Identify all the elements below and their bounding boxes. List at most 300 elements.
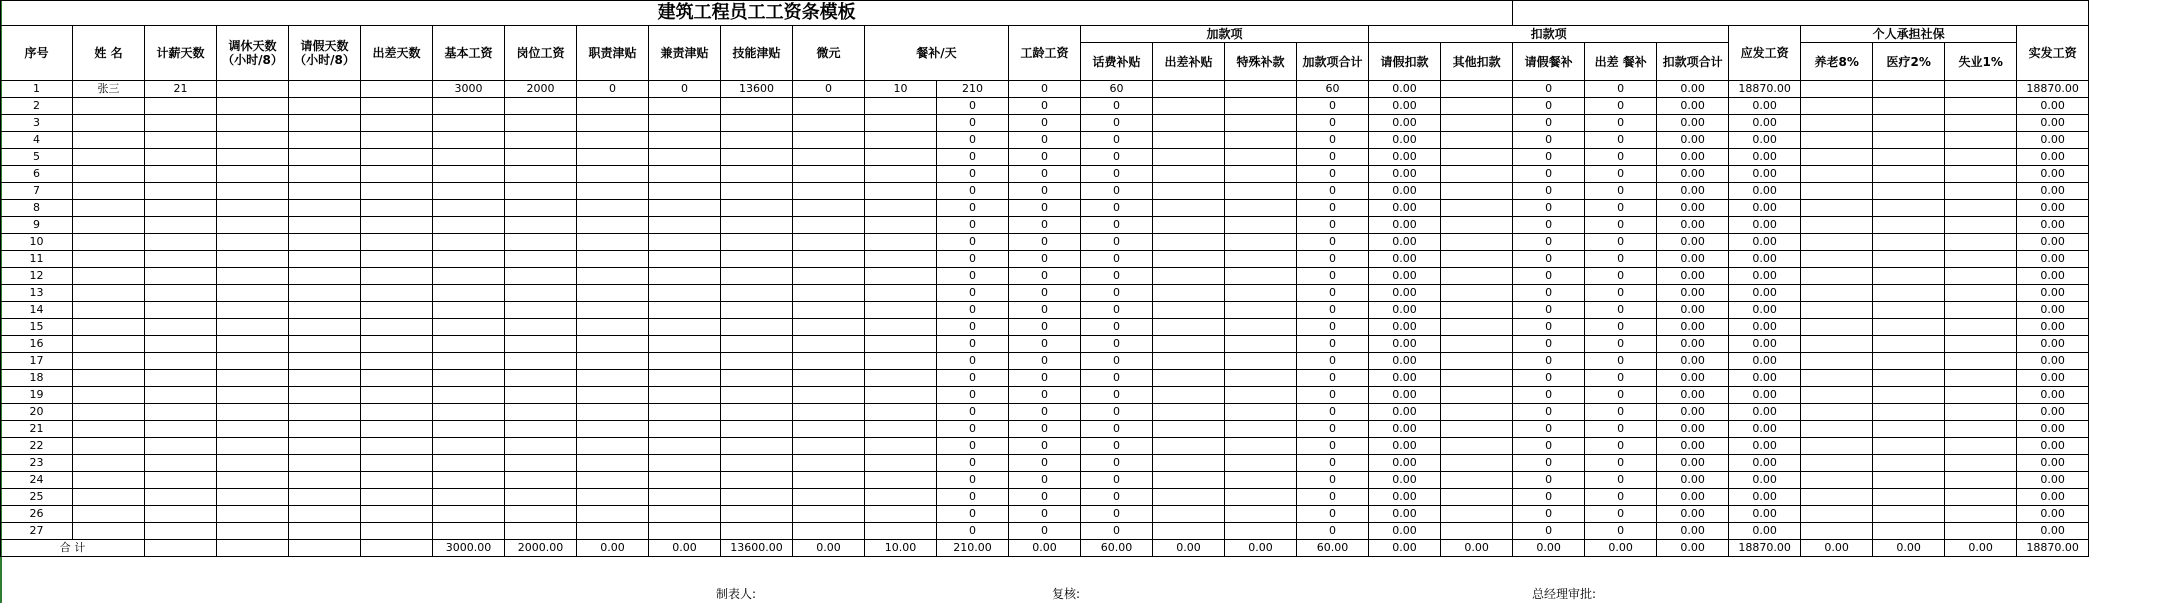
cell-name[interactable] bbox=[73, 489, 145, 506]
cell-yiliao[interactable] bbox=[1873, 234, 1945, 251]
cell-jianze[interactable] bbox=[649, 523, 721, 540]
cell-name[interactable] bbox=[73, 234, 145, 251]
cell-jixin[interactable] bbox=[145, 200, 217, 217]
cell-qingjia-cb[interactable]: 0 bbox=[1513, 472, 1585, 489]
cell-chuchai-bt[interactable] bbox=[1153, 268, 1225, 285]
cell-jixin[interactable] bbox=[145, 115, 217, 132]
cell-name[interactable] bbox=[73, 438, 145, 455]
cell-koukuan-total[interactable]: 0.00 bbox=[1657, 336, 1729, 353]
cell-name[interactable] bbox=[73, 319, 145, 336]
cell-jianze[interactable] bbox=[649, 115, 721, 132]
cell-gongling[interactable]: 0 bbox=[1009, 370, 1081, 387]
cell-yingfa[interactable]: 0.00 bbox=[1729, 438, 1801, 455]
cell-shifa[interactable]: 0.00 bbox=[2017, 234, 2089, 251]
cell-shifa[interactable]: 0.00 bbox=[2017, 285, 2089, 302]
cell-shifa[interactable]: 0.00 bbox=[2017, 217, 2089, 234]
cell-gongling[interactable]: 0 bbox=[1009, 523, 1081, 540]
cell-qita-kk[interactable] bbox=[1441, 438, 1513, 455]
cell-huafei[interactable]: 0 bbox=[1081, 166, 1153, 183]
cell-chuchai-bt[interactable] bbox=[1153, 149, 1225, 166]
cell-tiaoxiu[interactable] bbox=[217, 183, 289, 200]
cell-shifa[interactable]: 0.00 bbox=[2017, 183, 2089, 200]
cell-gangwei[interactable] bbox=[505, 523, 577, 540]
cell-jineng[interactable] bbox=[721, 251, 793, 268]
cell-yiliao[interactable] bbox=[1873, 387, 1945, 404]
cell-yingfa[interactable]: 0.00 bbox=[1729, 268, 1801, 285]
cell-qingjia-cb[interactable]: 0 bbox=[1513, 200, 1585, 217]
cell-huafei[interactable]: 0 bbox=[1081, 285, 1153, 302]
cell-shiye[interactable] bbox=[1945, 353, 2017, 370]
cell-zhize[interactable] bbox=[577, 336, 649, 353]
cell-jianze[interactable] bbox=[649, 336, 721, 353]
cell-yingfa[interactable]: 0.00 bbox=[1729, 217, 1801, 234]
cell-gangwei[interactable] bbox=[505, 336, 577, 353]
cell-weiyuan[interactable] bbox=[793, 455, 865, 472]
cell-jiben[interactable] bbox=[433, 132, 505, 149]
cell-chuchai-bt[interactable] bbox=[1153, 166, 1225, 183]
cell-huafei[interactable]: 0 bbox=[1081, 489, 1153, 506]
cell-name[interactable] bbox=[73, 149, 145, 166]
cell-chuchai-bt[interactable] bbox=[1153, 421, 1225, 438]
cell-canbu-a[interactable] bbox=[865, 523, 937, 540]
cell-weiyuan[interactable]: 0 bbox=[793, 81, 865, 98]
cell-gongling[interactable]: 0 bbox=[1009, 217, 1081, 234]
cell-teshu[interactable] bbox=[1225, 506, 1297, 523]
cell-qingjia[interactable] bbox=[289, 285, 361, 302]
cell-yingfa[interactable]: 0.00 bbox=[1729, 285, 1801, 302]
cell-gongling[interactable]: 0 bbox=[1009, 268, 1081, 285]
cell-chuchai-cb[interactable]: 0 bbox=[1585, 506, 1657, 523]
cell-weiyuan[interactable] bbox=[793, 115, 865, 132]
cell-weiyuan[interactable] bbox=[793, 285, 865, 302]
cell-canbu-b[interactable]: 0 bbox=[937, 183, 1009, 200]
cell-yanglao[interactable] bbox=[1801, 115, 1873, 132]
cell-qita-kk[interactable] bbox=[1441, 455, 1513, 472]
cell-jixin[interactable] bbox=[145, 268, 217, 285]
cell-jineng[interactable] bbox=[721, 115, 793, 132]
cell-koukuan-total[interactable]: 0.00 bbox=[1657, 251, 1729, 268]
cell-qingjia-kk[interactable]: 0.00 bbox=[1369, 472, 1441, 489]
cell-shiye[interactable] bbox=[1945, 217, 2017, 234]
cell-koukuan-total[interactable]: 0.00 bbox=[1657, 387, 1729, 404]
cell-koukuan-total[interactable]: 0.00 bbox=[1657, 319, 1729, 336]
cell-name[interactable] bbox=[73, 183, 145, 200]
cell-name[interactable] bbox=[73, 251, 145, 268]
cell-jiben[interactable] bbox=[433, 455, 505, 472]
cell-seq[interactable]: 14 bbox=[1, 302, 73, 319]
cell-qita-kk[interactable] bbox=[1441, 200, 1513, 217]
cell-chuchai-bt[interactable] bbox=[1153, 183, 1225, 200]
cell-teshu[interactable] bbox=[1225, 81, 1297, 98]
cell-qingjia[interactable] bbox=[289, 149, 361, 166]
cell-chuchai-cb[interactable]: 0 bbox=[1585, 370, 1657, 387]
cell-qingjia-kk[interactable]: 0.00 bbox=[1369, 353, 1441, 370]
cell-qingjia-cb[interactable]: 0 bbox=[1513, 81, 1585, 98]
cell-huafei[interactable]: 0 bbox=[1081, 472, 1153, 489]
cell-qita-kk[interactable] bbox=[1441, 387, 1513, 404]
cell-gangwei[interactable] bbox=[505, 234, 577, 251]
cell-canbu-a[interactable] bbox=[865, 506, 937, 523]
cell-jiakuan-total[interactable]: 0 bbox=[1297, 251, 1369, 268]
cell-yanglao[interactable] bbox=[1801, 200, 1873, 217]
cell-qingjia[interactable] bbox=[289, 183, 361, 200]
cell-yanglao[interactable] bbox=[1801, 387, 1873, 404]
cell-shiye[interactable] bbox=[1945, 489, 2017, 506]
cell-jianze[interactable] bbox=[649, 149, 721, 166]
cell-jiben[interactable] bbox=[433, 268, 505, 285]
cell-huafei[interactable]: 0 bbox=[1081, 404, 1153, 421]
cell-tiaoxiu[interactable] bbox=[217, 234, 289, 251]
cell-teshu[interactable] bbox=[1225, 285, 1297, 302]
cell-qingjia[interactable] bbox=[289, 132, 361, 149]
cell-zhize[interactable] bbox=[577, 285, 649, 302]
cell-gongling[interactable]: 0 bbox=[1009, 183, 1081, 200]
cell-gongling[interactable]: 0 bbox=[1009, 387, 1081, 404]
cell-jixin[interactable] bbox=[145, 98, 217, 115]
cell-jiben[interactable] bbox=[433, 353, 505, 370]
cell-jixin[interactable] bbox=[145, 251, 217, 268]
cell-jineng[interactable] bbox=[721, 319, 793, 336]
cell-weiyuan[interactable] bbox=[793, 523, 865, 540]
cell-jixin[interactable] bbox=[145, 183, 217, 200]
cell-jineng[interactable] bbox=[721, 217, 793, 234]
cell-seq[interactable]: 18 bbox=[1, 370, 73, 387]
cell-yiliao[interactable] bbox=[1873, 370, 1945, 387]
cell-chuchai-bt[interactable] bbox=[1153, 387, 1225, 404]
cell-jixin[interactable] bbox=[145, 370, 217, 387]
cell-canbu-b[interactable]: 0 bbox=[937, 455, 1009, 472]
cell-qingjia[interactable] bbox=[289, 404, 361, 421]
cell-yingfa[interactable]: 0.00 bbox=[1729, 336, 1801, 353]
cell-canbu-a[interactable] bbox=[865, 353, 937, 370]
cell-qingjia[interactable] bbox=[289, 523, 361, 540]
cell-jiakuan-total[interactable]: 0 bbox=[1297, 489, 1369, 506]
cell-chuchai-cb[interactable]: 0 bbox=[1585, 319, 1657, 336]
cell-yiliao[interactable] bbox=[1873, 132, 1945, 149]
cell-yiliao[interactable] bbox=[1873, 472, 1945, 489]
cell-jianze[interactable] bbox=[649, 319, 721, 336]
cell-shifa[interactable]: 0.00 bbox=[2017, 387, 2089, 404]
cell-yiliao[interactable] bbox=[1873, 302, 1945, 319]
cell-qingjia-kk[interactable]: 0.00 bbox=[1369, 302, 1441, 319]
cell-jineng[interactable]: 13600 bbox=[721, 81, 793, 98]
cell-gangwei[interactable] bbox=[505, 455, 577, 472]
cell-qita-kk[interactable] bbox=[1441, 149, 1513, 166]
cell-canbu-a[interactable] bbox=[865, 387, 937, 404]
cell-canbu-b[interactable]: 0 bbox=[937, 353, 1009, 370]
cell-weiyuan[interactable] bbox=[793, 387, 865, 404]
cell-zhize[interactable] bbox=[577, 387, 649, 404]
cell-jiakuan-total[interactable]: 60 bbox=[1297, 81, 1369, 98]
cell-huafei[interactable]: 0 bbox=[1081, 370, 1153, 387]
cell-yiliao[interactable] bbox=[1873, 217, 1945, 234]
cell-koukuan-total[interactable]: 0.00 bbox=[1657, 353, 1729, 370]
cell-yiliao[interactable] bbox=[1873, 149, 1945, 166]
cell-chuchai-bt[interactable] bbox=[1153, 285, 1225, 302]
cell-shiye[interactable] bbox=[1945, 506, 2017, 523]
cell-chuchai-cb[interactable]: 0 bbox=[1585, 523, 1657, 540]
cell-gangwei[interactable] bbox=[505, 370, 577, 387]
cell-zhize[interactable] bbox=[577, 132, 649, 149]
cell-qingjia-kk[interactable]: 0.00 bbox=[1369, 200, 1441, 217]
cell-chuchai-bt[interactable] bbox=[1153, 506, 1225, 523]
cell-yanglao[interactable] bbox=[1801, 336, 1873, 353]
cell-jiben[interactable] bbox=[433, 149, 505, 166]
cell-weiyuan[interactable] bbox=[793, 370, 865, 387]
cell-jiakuan-total[interactable]: 0 bbox=[1297, 336, 1369, 353]
cell-qingjia-cb[interactable]: 0 bbox=[1513, 132, 1585, 149]
cell-qita-kk[interactable] bbox=[1441, 472, 1513, 489]
cell-shifa[interactable]: 0.00 bbox=[2017, 523, 2089, 540]
cell-canbu-b[interactable]: 0 bbox=[937, 149, 1009, 166]
cell-weiyuan[interactable] bbox=[793, 336, 865, 353]
cell-huafei[interactable]: 0 bbox=[1081, 200, 1153, 217]
cell-qita-kk[interactable] bbox=[1441, 268, 1513, 285]
cell-chuchai[interactable] bbox=[361, 285, 433, 302]
cell-teshu[interactable] bbox=[1225, 489, 1297, 506]
cell-qingjia-kk[interactable]: 0.00 bbox=[1369, 455, 1441, 472]
cell-shifa[interactable]: 0.00 bbox=[2017, 149, 2089, 166]
cell-chuchai[interactable] bbox=[361, 336, 433, 353]
cell-yanglao[interactable] bbox=[1801, 285, 1873, 302]
cell-jixin[interactable] bbox=[145, 438, 217, 455]
cell-gangwei[interactable] bbox=[505, 200, 577, 217]
totals-shifa[interactable]: 18870.00 bbox=[2017, 540, 2089, 557]
cell-tiaoxiu[interactable] bbox=[217, 387, 289, 404]
cell-qingjia[interactable] bbox=[289, 421, 361, 438]
cell-qingjia[interactable] bbox=[289, 489, 361, 506]
cell-canbu-b[interactable]: 0 bbox=[937, 404, 1009, 421]
cell-shiye[interactable] bbox=[1945, 183, 2017, 200]
cell-weiyuan[interactable] bbox=[793, 166, 865, 183]
cell-yingfa[interactable]: 0.00 bbox=[1729, 319, 1801, 336]
cell-zhize[interactable] bbox=[577, 438, 649, 455]
cell-yanglao[interactable] bbox=[1801, 183, 1873, 200]
cell-seq[interactable]: 16 bbox=[1, 336, 73, 353]
cell-koukuan-total[interactable]: 0.00 bbox=[1657, 472, 1729, 489]
cell-gongling[interactable]: 0 bbox=[1009, 421, 1081, 438]
cell-tiaoxiu[interactable] bbox=[217, 370, 289, 387]
cell-chuchai-bt[interactable] bbox=[1153, 302, 1225, 319]
cell-zhize[interactable] bbox=[577, 455, 649, 472]
totals-yanglao[interactable]: 0.00 bbox=[1801, 540, 1873, 557]
cell-gongling[interactable]: 0 bbox=[1009, 166, 1081, 183]
cell-chuchai-cb[interactable]: 0 bbox=[1585, 183, 1657, 200]
cell-chuchai-bt[interactable] bbox=[1153, 353, 1225, 370]
cell-chuchai-cb[interactable]: 0 bbox=[1585, 115, 1657, 132]
cell-tiaoxiu[interactable] bbox=[217, 472, 289, 489]
cell-jiakuan-total[interactable]: 0 bbox=[1297, 455, 1369, 472]
cell-shiye[interactable] bbox=[1945, 472, 2017, 489]
cell-huafei[interactable]: 0 bbox=[1081, 98, 1153, 115]
cell-koukuan-total[interactable]: 0.00 bbox=[1657, 132, 1729, 149]
cell-huafei[interactable]: 0 bbox=[1081, 523, 1153, 540]
cell-teshu[interactable] bbox=[1225, 387, 1297, 404]
cell-shifa[interactable]: 0.00 bbox=[2017, 302, 2089, 319]
totals-canbu-a[interactable]: 10.00 bbox=[865, 540, 937, 557]
cell-qingjia[interactable] bbox=[289, 268, 361, 285]
cell-shiye[interactable] bbox=[1945, 285, 2017, 302]
cell-jianze[interactable] bbox=[649, 234, 721, 251]
cell-jiben[interactable] bbox=[433, 387, 505, 404]
cell-jineng[interactable] bbox=[721, 370, 793, 387]
cell-jineng[interactable] bbox=[721, 336, 793, 353]
cell-gongling[interactable]: 0 bbox=[1009, 115, 1081, 132]
cell-qingjia-cb[interactable]: 0 bbox=[1513, 234, 1585, 251]
cell-shiye[interactable] bbox=[1945, 166, 2017, 183]
cell-shifa[interactable]: 0.00 bbox=[2017, 268, 2089, 285]
cell-canbu-b[interactable]: 0 bbox=[937, 523, 1009, 540]
cell-canbu-a[interactable] bbox=[865, 149, 937, 166]
totals-teshu[interactable]: 0.00 bbox=[1225, 540, 1297, 557]
cell-jiakuan-total[interactable]: 0 bbox=[1297, 387, 1369, 404]
cell-canbu-a[interactable] bbox=[865, 370, 937, 387]
cell-jiben[interactable] bbox=[433, 421, 505, 438]
cell-chuchai-cb[interactable]: 0 bbox=[1585, 285, 1657, 302]
cell-jiben[interactable] bbox=[433, 166, 505, 183]
cell-tiaoxiu[interactable] bbox=[217, 438, 289, 455]
cell-jiakuan-total[interactable]: 0 bbox=[1297, 404, 1369, 421]
cell-chuchai-cb[interactable]: 0 bbox=[1585, 387, 1657, 404]
cell-qingjia-cb[interactable]: 0 bbox=[1513, 115, 1585, 132]
cell-gongling[interactable]: 0 bbox=[1009, 251, 1081, 268]
cell-jixin[interactable] bbox=[145, 455, 217, 472]
cell-name[interactable] bbox=[73, 200, 145, 217]
cell-shiye[interactable] bbox=[1945, 132, 2017, 149]
cell-jineng[interactable] bbox=[721, 523, 793, 540]
cell-tiaoxiu[interactable] bbox=[217, 81, 289, 98]
cell-yiliao[interactable] bbox=[1873, 489, 1945, 506]
cell-huafei[interactable]: 60 bbox=[1081, 81, 1153, 98]
cell-weiyuan[interactable] bbox=[793, 421, 865, 438]
cell-zhize[interactable] bbox=[577, 472, 649, 489]
cell-qingjia[interactable] bbox=[289, 166, 361, 183]
cell-canbu-b[interactable]: 0 bbox=[937, 251, 1009, 268]
cell-name[interactable] bbox=[73, 370, 145, 387]
cell-jianze[interactable] bbox=[649, 251, 721, 268]
cell-yanglao[interactable] bbox=[1801, 98, 1873, 115]
cell-chuchai-bt[interactable] bbox=[1153, 251, 1225, 268]
cell-canbu-a[interactable] bbox=[865, 472, 937, 489]
cell-zhize[interactable] bbox=[577, 319, 649, 336]
cell-qingjia[interactable] bbox=[289, 115, 361, 132]
cell-gongling[interactable]: 0 bbox=[1009, 489, 1081, 506]
cell-chuchai[interactable] bbox=[361, 132, 433, 149]
cell-zhize[interactable] bbox=[577, 370, 649, 387]
cell-seq[interactable]: 25 bbox=[1, 489, 73, 506]
cell-qingjia-cb[interactable]: 0 bbox=[1513, 370, 1585, 387]
cell-teshu[interactable] bbox=[1225, 523, 1297, 540]
cell-seq[interactable]: 2 bbox=[1, 98, 73, 115]
totals-chuchai-bt[interactable]: 0.00 bbox=[1153, 540, 1225, 557]
cell-qingjia-cb[interactable]: 0 bbox=[1513, 319, 1585, 336]
cell-tiaoxiu[interactable] bbox=[217, 489, 289, 506]
cell-shifa[interactable]: 0.00 bbox=[2017, 489, 2089, 506]
cell-canbu-a[interactable] bbox=[865, 285, 937, 302]
cell-jianze[interactable] bbox=[649, 404, 721, 421]
cell-chuchai[interactable] bbox=[361, 217, 433, 234]
cell-weiyuan[interactable] bbox=[793, 353, 865, 370]
cell-jiben[interactable] bbox=[433, 472, 505, 489]
cell-jianze[interactable] bbox=[649, 302, 721, 319]
cell-shiye[interactable] bbox=[1945, 523, 2017, 540]
cell-chuchai[interactable] bbox=[361, 404, 433, 421]
cell-yingfa[interactable]: 0.00 bbox=[1729, 115, 1801, 132]
cell-qingjia-kk[interactable]: 0.00 bbox=[1369, 523, 1441, 540]
cell-jianze[interactable] bbox=[649, 166, 721, 183]
cell-jiben[interactable] bbox=[433, 183, 505, 200]
cell-qingjia-cb[interactable]: 0 bbox=[1513, 149, 1585, 166]
cell-jiakuan-total[interactable]: 0 bbox=[1297, 200, 1369, 217]
cell-yanglao[interactable] bbox=[1801, 353, 1873, 370]
cell-yiliao[interactable] bbox=[1873, 81, 1945, 98]
cell-name[interactable]: 张三 bbox=[73, 81, 145, 98]
cell-huafei[interactable]: 0 bbox=[1081, 251, 1153, 268]
cell-canbu-b[interactable]: 0 bbox=[937, 166, 1009, 183]
cell-qita-kk[interactable] bbox=[1441, 404, 1513, 421]
cell-chuchai-bt[interactable] bbox=[1153, 319, 1225, 336]
cell-qingjia-kk[interactable]: 0.00 bbox=[1369, 438, 1441, 455]
cell-huafei[interactable]: 0 bbox=[1081, 387, 1153, 404]
cell-jixin[interactable] bbox=[145, 506, 217, 523]
cell-jiakuan-total[interactable]: 0 bbox=[1297, 438, 1369, 455]
cell-weiyuan[interactable] bbox=[793, 438, 865, 455]
cell-jianze[interactable] bbox=[649, 421, 721, 438]
cell-chuchai-cb[interactable]: 0 bbox=[1585, 166, 1657, 183]
cell-canbu-b[interactable]: 0 bbox=[937, 438, 1009, 455]
cell-tiaoxiu[interactable] bbox=[217, 455, 289, 472]
cell-chuchai[interactable] bbox=[361, 319, 433, 336]
cell-qingjia-kk[interactable]: 0.00 bbox=[1369, 149, 1441, 166]
cell-yiliao[interactable] bbox=[1873, 455, 1945, 472]
cell-gongling[interactable]: 0 bbox=[1009, 472, 1081, 489]
cell-gangwei[interactable] bbox=[505, 421, 577, 438]
cell-jixin[interactable] bbox=[145, 132, 217, 149]
cell-koukuan-total[interactable]: 0.00 bbox=[1657, 285, 1729, 302]
cell-qingjia-cb[interactable]: 0 bbox=[1513, 438, 1585, 455]
cell-jixin[interactable] bbox=[145, 217, 217, 234]
cell-jineng[interactable] bbox=[721, 506, 793, 523]
cell-qingjia-cb[interactable]: 0 bbox=[1513, 166, 1585, 183]
cell-canbu-a[interactable] bbox=[865, 302, 937, 319]
cell-jineng[interactable] bbox=[721, 285, 793, 302]
cell-zhize[interactable] bbox=[577, 353, 649, 370]
cell-seq[interactable]: 15 bbox=[1, 319, 73, 336]
cell-shifa[interactable]: 0.00 bbox=[2017, 166, 2089, 183]
cell-jiben[interactable] bbox=[433, 302, 505, 319]
cell-yanglao[interactable] bbox=[1801, 166, 1873, 183]
totals-jiben[interactable]: 3000.00 bbox=[433, 540, 505, 557]
cell-qingjia-kk[interactable]: 0.00 bbox=[1369, 115, 1441, 132]
cell-yanglao[interactable] bbox=[1801, 489, 1873, 506]
cell-jianze[interactable] bbox=[649, 285, 721, 302]
cell-yingfa[interactable]: 0.00 bbox=[1729, 183, 1801, 200]
cell-huafei[interactable]: 0 bbox=[1081, 268, 1153, 285]
cell-weiyuan[interactable] bbox=[793, 183, 865, 200]
cell-qita-kk[interactable] bbox=[1441, 285, 1513, 302]
cell-chuchai-bt[interactable] bbox=[1153, 132, 1225, 149]
cell-jianze[interactable] bbox=[649, 489, 721, 506]
totals-cell[interactable] bbox=[145, 540, 217, 557]
cell-yiliao[interactable] bbox=[1873, 166, 1945, 183]
totals-yiliao[interactable]: 0.00 bbox=[1873, 540, 1945, 557]
cell-qingjia-cb[interactable]: 0 bbox=[1513, 353, 1585, 370]
totals-jiakuan-total[interactable]: 60.00 bbox=[1297, 540, 1369, 557]
cell-qingjia[interactable] bbox=[289, 81, 361, 98]
cell-shifa[interactable]: 0.00 bbox=[2017, 353, 2089, 370]
cell-yanglao[interactable] bbox=[1801, 217, 1873, 234]
cell-koukuan-total[interactable]: 0.00 bbox=[1657, 438, 1729, 455]
